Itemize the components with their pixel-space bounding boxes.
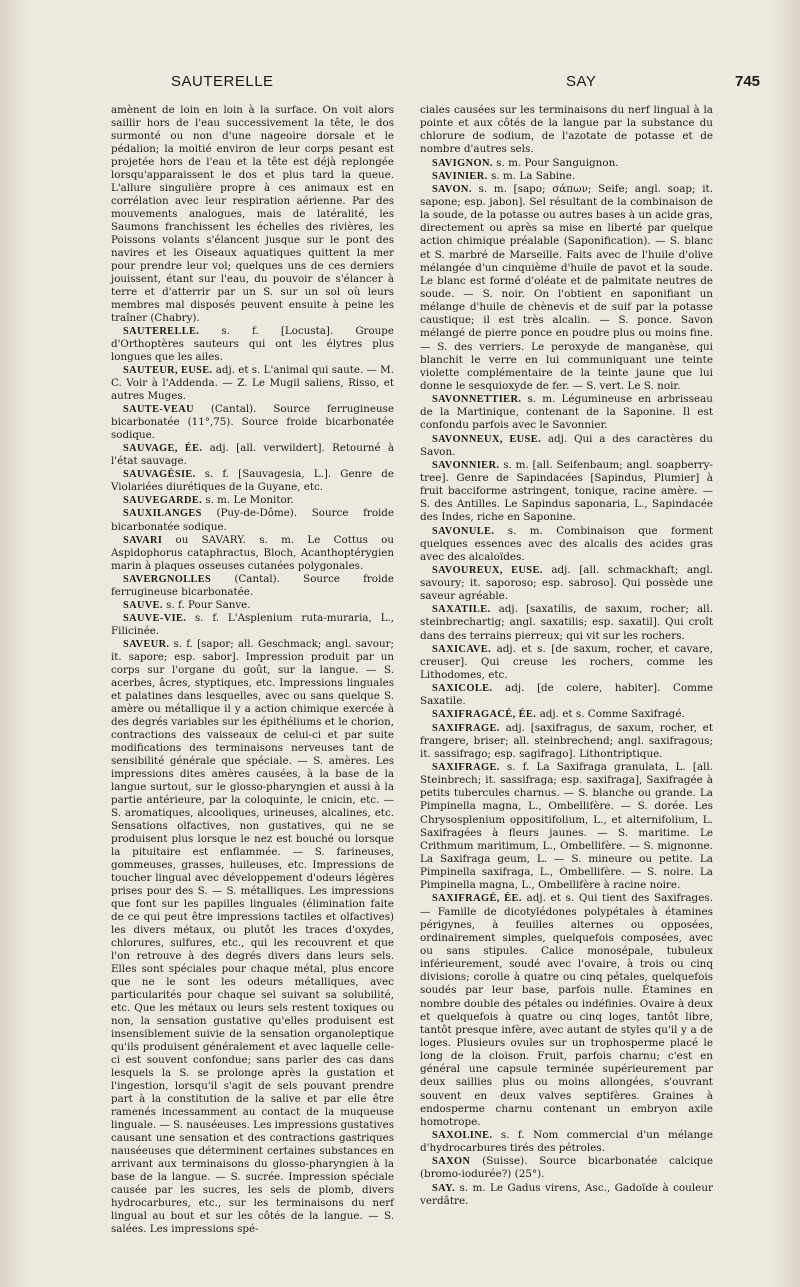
dictionary-entry	[420, 433, 713, 459]
entry-headword: SAXIFRAGE.	[432, 762, 500, 774]
dictionary-entry	[420, 183, 713, 393]
running-head-left: SAUTERELLE	[171, 73, 274, 90]
entry-definition: s. f. [sapor; all. Geschmack; angl. savour; it. sapore; esp. sabor]. Impression produit par un corps sur l'organe du goût, sur la langue. — S. acerbes, âcres, styptiques, etc. Impressions linguales et palatines dans lesquelles, avec ou sans quelque S. amère ou métallique il y a action chimique exercée à des degrés variables sur les épithéliums et le chorion, contractions des vaisseaux de celui-ci et par suite modifications des terminaisons nerveuses tant de sensibilité générale que spéciale. — S. amères. Les impressions dites amères causées, à la base de la langue surtout, sur le glosso-pharyngien et aussi à la partie antérieure, par la coloquinte, le cnicin, etc. — S. aromatiques, alcooliques, urineuses, alcalines, etc. Sensations olfactives, non gustatives, qui ne se produisent plus lorsque le nez est bouché ou lorsque la pituitaire est enflammée. — S. farineuses, gommeuses, grasses, huileuses, etc. Impressions de toucher lingual avec développement d'odeurs légères prises pour des S. — S. métalliques. Les impressions que font sur les papilles linguales (élimination faite de ce qui peut être impressions tactiles et olfactives) les divers métaux, ou plutôt les traces d'oxydes, chlorures, sulfures, etc., qui les recouvrent et que l'on retrouve à des degrés divers dans leurs sels. Elles sont spéciales pour chaque métal, plus encore que ne le sont les odeurs métalliques, avec particularités pour chaque sel suivant sa solubilité, etc. Que les métaux ou leurs sels restent toxiques ou non, la sensation gustative qu'elles produisent est insensiblement suivie de la sensation organoleptique qu'ils produisent généralement et avec laquelle celle-ci est souvent confondue; sans parler des cas dans lesquels la S. se prolonge après la gustation et l'ingestion, lorsqu'il s'agit de sels pouvant prendre part à la constitution de la salive et par elle être ramenés incessamment au contact de la muqueuse linguale. — S. nauséeuses. Les impressions gustatives causant une sensation et des contractions gastriques nauséeuses que déterminent certaines substances en arrivant aux terminaisons du glosso-pharyngien à la base de la langue. — S. sucrée. Impression spéciale causée par les sucres, les sels de plomb, divers hydrocarbures, etc., sur les terminaisons du nerf lingual au bout et sur les côtés de la langue. — S. salées. Les impressions spé-	[111, 637, 394, 1236]
dictionary-entry	[111, 612, 394, 638]
dictionary-entry	[420, 643, 713, 682]
entry-definition: s. m. Le Gadus virens, Asc., Gadoïde à couleur verdâtre.	[420, 1181, 713, 1207]
entry-definition: ciales causées sur les terminaisons du nerf lingual à la pointe et aux côtés de la langue par la substance du chlorure de sodium, de l'azotate de potasse et de nombre d'autres sels.	[420, 104, 713, 156]
entry-definition: s. f. Pour Sanve.	[162, 598, 251, 611]
entry-definition: adj. [saxatilis, de saxum, rocher; all. steinbrechartig; angl. saxatilis; esp. saxatil]. Qui croît dans des terrains pierreux; qui vit sur les rochers.	[420, 603, 713, 642]
entry-definition: s. f. [Locusta]. Groupe d'Orthoptères sauteurs qui ont les élytres plus longues que les ailes.	[111, 325, 394, 364]
entry-headword: SAVEUR.	[123, 638, 170, 650]
dictionary-entry	[420, 682, 713, 708]
page-edge-shadow-left	[0, 0, 30, 1287]
entry-definition: (Cantal). Source froide ferrugineuse bicarbonatée.	[111, 572, 394, 598]
dictionary-entry	[111, 325, 394, 364]
page-edge-shadow-right	[770, 0, 800, 1287]
entry-definition: s. m. Légumineuse en arbrisseau de la Martinique, contenant de la Saponine. Il est confondu parfois avec le Savonnier.	[420, 393, 713, 432]
entry-definition: adj. [de colere, habiter]. Comme Saxatile.	[420, 682, 713, 708]
entry-definition: s. m. Pour Sanguignon.	[492, 156, 619, 169]
dictionary-entry	[111, 599, 394, 612]
dictionary-entry	[420, 104, 713, 157]
entry-definition: (Cantal). Source ferrugineuse bicarbonatée (11°,75). Source froide bicarbonatée sodique.	[111, 403, 394, 442]
entry-definition: s. m. Combinaison que forment quelques essences avec des alcalis des acides gras avec des alcaloïdes.	[420, 524, 713, 563]
dictionary-entry	[420, 708, 713, 721]
entry-definition: (Suisse). Source bicarbonatée calcique (bromo-iodurée?) (25°).	[420, 1155, 713, 1181]
entry-definition: s. m. La Sabine.	[487, 169, 576, 182]
entry-headword: SAVON.	[432, 183, 472, 195]
entry-definition: s. m. [all. Seifenbaum; angl. soapberry-tree]. Genre de Sapindacées [Sapindus, Plumier] à fruit bacciforme astringent, tonique, racine amère. — S. des Antilles. Le Sapindus saponaria, L., Sapindacée des Indes, riche en Saponine.	[420, 458, 713, 524]
dictionary-entry	[111, 534, 394, 573]
entry-headword: SAVINIER.	[432, 170, 488, 182]
dictionary-entry	[420, 157, 713, 170]
entry-definition: adj. [all. schmackhaft; angl. savoury; it. saporoso; esp. sabroso]. Qui possède une saveur agréable.	[420, 563, 713, 603]
entry-headword: SAVIGNON.	[432, 157, 493, 169]
entry-headword: SAUTEUR, EUSE.	[123, 365, 213, 377]
dictionary-entry	[420, 459, 713, 525]
entry-headword: SAXIFRAGE.	[432, 722, 500, 734]
entry-headword: SAUVE.	[123, 599, 163, 611]
dictionary-entry	[420, 393, 713, 432]
dictionary-entry	[420, 564, 713, 603]
entry-definition: (Puy-de-Dôme). Source froide bicarbonatée sodique.	[111, 507, 394, 533]
left-column	[111, 104, 394, 1236]
entry-definition: s. f. L'Asplenium ruta-muraria, L., Filicinée.	[111, 611, 394, 637]
entry-definition: adj. [all. verwildert]. Retourné à l'état sauvage.	[111, 442, 394, 468]
dictionary-entry	[111, 403, 394, 442]
entry-headword: SAVARI	[123, 534, 163, 546]
entry-headword: SAXOLINE.	[432, 1129, 493, 1141]
right-column	[420, 104, 713, 1208]
dictionary-entry	[111, 442, 394, 468]
entry-definition: ou SAVARY. s. m. Le Cottus ou Aspidophorus cataphractus, Bloch, Acanthoptérygien marin à plaques osseuses cutanées polygonales.	[111, 533, 394, 572]
entry-headword: SAXICOLE.	[432, 683, 493, 695]
entry-definition: adj. [saxifragus, de saxum, rocher, et frangere, briser; all. steinbrechend; angl. saxifragous; it. sassifrago; esp. sagifrago]. Lithontriptique.	[420, 721, 713, 760]
entry-headword: SAUTERELLE.	[123, 326, 200, 338]
entry-headword: SAUXILANGES	[123, 508, 202, 520]
dictionary-entry	[420, 722, 713, 761]
dictionary-entry	[420, 761, 713, 892]
entry-headword: SAVONNETTIER.	[432, 394, 522, 406]
entry-headword: SAUVAGÉSIE.	[123, 469, 196, 481]
entry-definition: adj. et s. Qui tient des Saxifrages. — Famille de dicotylédones polypétales à étamines périgynes, à feuilles alternes ou opposées, ordinairement simples, quelquefois composées, avec ou sans stipules. Calice monosépale, tubuleux inférieurement, soudé avec l'ovaire, à trois ou cinq divisions; corolle à quatre ou cinq pétales, quelquefois soudés par leur base, parfois nulle. Étamines en nombre double des pétales ou indéfinies. Ovaire à deux et quelquefois à quatre ou cinq loges, tantôt libre, tantôt presque infère, avec autant de styles qu'il y a de loges. Plusieurs ovules sur un trophosperme placé le long de la cloison. Fruit, parfois charnu; c'est en général une capsule terminée supérieurement par deux saillies plus ou moins allongées, s'ouvrant souvent en deux valves septifères. Graines à endosperme charnu contenant un embryon axile homotrope.	[420, 892, 713, 1128]
entry-headword: SAXATILE.	[432, 604, 491, 616]
entry-headword: SAVONNIER.	[432, 459, 500, 471]
entry-headword: SAUVAGE, ÉE.	[123, 443, 203, 455]
entry-headword: SAVERGNOLLES	[123, 573, 212, 585]
entry-headword: SAXIFRAGÉ, ÉE.	[432, 893, 522, 905]
dictionary-entry	[111, 573, 394, 599]
dictionary-entry	[111, 364, 394, 403]
entry-definition: s. f. Nom commercial d'un mélange d'hydrocarbures tirés des pétroles.	[420, 1128, 713, 1155]
entry-headword: SAVONULE.	[432, 525, 495, 537]
page-number: 745	[735, 73, 761, 90]
entry-headword: SAY.	[432, 1182, 456, 1194]
dictionary-entry	[111, 104, 394, 325]
dictionary-entry	[111, 494, 394, 507]
dictionary-entry	[420, 170, 713, 183]
dictionary-entry	[420, 1129, 713, 1155]
entry-headword: SAVONNEUX, EUSE.	[432, 433, 542, 445]
dictionary-entry	[111, 468, 394, 494]
dictionary-entry	[420, 1182, 713, 1208]
dictionary-entry	[420, 1155, 713, 1181]
entry-headword: SAXON	[432, 1156, 471, 1168]
entry-definition: s. m. Le Monitor.	[202, 494, 294, 507]
dictionary-entry	[420, 892, 713, 1129]
dictionary-entry	[420, 525, 713, 564]
entry-headword: SAXICAVE.	[432, 643, 492, 655]
entry-headword: SAUTE-VEAU	[123, 404, 194, 416]
dictionary-entry	[111, 638, 394, 1237]
running-head-right: SAY	[566, 73, 597, 90]
entry-headword: SAVOUREUX, EUSE.	[432, 564, 543, 576]
entry-definition: s. f. [Sauvagesia, L.]. Genre de Violariées diurétiques de la Guyane, etc.	[111, 468, 394, 494]
running-header	[0, 73, 800, 95]
dictionary-entry	[420, 603, 713, 642]
entry-definition: amènent de loin en loin à la surface. On voit alors saillir hors de l'eau successivement la tête, le dos surmonté ou non d'une nageoire dorsale et le pédalion; la moitié environ de leur corps pesant est projetée hors de l'eau et la tête est déjà replongée lorsqu'apparaissent le dos et plus tard la queue. L'allure singulière propre à ces animaux est en corrélation avec leur respiration aérienne. Par des mouvements analogues, mais de latéralité, les Saumons franchissent les échelles des rivières, les Poissons volants s'élancent jusque sur le pont des navires et les Oiseaux aquatiques quittent la mer pour prendre leur vol; quelques uns de ces derniers jouissent, étant sur l'eau, du pouvoir de s'élancer à terre et d'atterrir par un S. sur un sol où leurs membres mal disposés peuvent ensuite à peine les traîner (Chabry).	[111, 104, 394, 325]
dictionary-entry	[111, 507, 394, 533]
entry-definition: s. f. La Saxifraga granulata, L. [all. Steinbrech; it. sassifraga; esp. saxifraga], Saxifragée à petits tubercules charnus. — S. blanche ou grande. La Pimpinella magna, L., Ombellifère. — S. dorée. Les Chrysosplenium oppositifolium, L., et alternifolium, L. Saxifragées à fleurs jaunes. — S. maritime. Le Crithmum maritimum, L., Ombellifère. — S. mignonne. La Saxifraga geum, L. — S. mineure ou petite. La Pimpinella saxifraga, L., Ombellifère. — S. noire. La Pimpinella magna, L., Ombellifère à racine noire.	[420, 761, 713, 892]
entry-definition: adj. Qui a des caractères du Savon.	[420, 432, 713, 458]
entry-headword: SAUVEGARDE.	[123, 495, 203, 507]
entry-definition: adj. et s. L'animal qui saute. — M. C. Voir à l'Addenda. — Z. Le Mugil saliens, Risso, et autres Muges.	[111, 364, 394, 403]
entry-definition: adj. et s. Comme Saxifragé.	[536, 708, 685, 721]
entry-definition: adj. et s. [de saxum, rocher, et cavare, creuser]. Qui creuse les rochers, comme les Lithodomes, etc.	[420, 642, 713, 682]
entry-definition: s. m. [sapo; σάπων; Seife; angl. soap; it. sapone; esp. jabon]. Sel résultant de la combinaison de la soude, de la potasse ou autres bases à un acide gras, directement ou après sa mise en liberté par quelque action chimique préalable (Saponification). — S. blanc et S. marbré de Marseille. Faits avec de l'huile d'olive mélangée d'un cinquième d'huile de pavot et la soude. Le blanc est formé d'oléate et de palmitate neutres de soude. — S. noir. On l'obtient en saponifiant un mélange d'huile de chènevis et de suif par la potasse caustique; il est très alcalin. — S. ponce. Savon mélangé de pierre ponce en poudre plus ou moins fine. — S. des verriers. Le peroxyde de manganèse, qui blanchit le verre en lui communiquant une teinte violette complémentaire de la teinte jaune que lui donne le sesquioxyde de fer. — S. vert. Le S. noir.	[420, 182, 713, 392]
entry-headword: SAXIFRAGACÉ, ÉE.	[432, 709, 537, 721]
entry-headword: SAUVE-VIE.	[123, 612, 187, 624]
